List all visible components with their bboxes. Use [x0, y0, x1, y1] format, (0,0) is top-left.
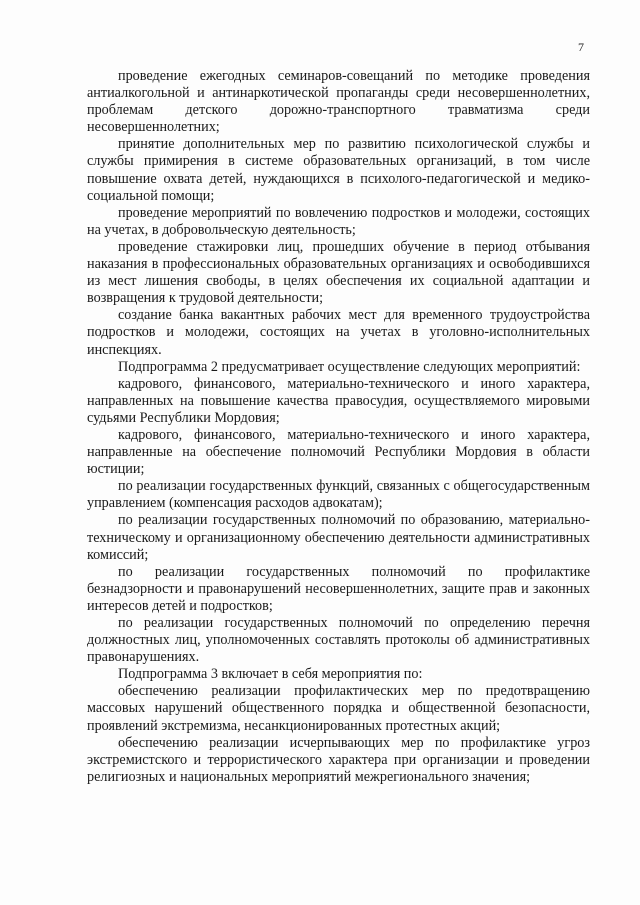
paragraph: кадрового, финансового, материально-технического и иного характера, направленные на обеспечение полномочий Республики Мордовия в области юстиции; — [87, 426, 590, 478]
paragraph: обеспечению реализации профилактических мер по предотвращению массовых нарушений общественного порядка и общественной безопасности, проявлений экстремизма, несанкционированных протестных акций; — [87, 683, 590, 734]
document-body — [87, 68, 590, 786]
paragraph: по реализации государственных полномочий по определению перечня должностных лиц, уполномоченных составлять протоколы об административных правонарушениях. — [87, 615, 590, 666]
paragraph: по реализации государственных полномочий по профилактике безнадзорности и правонарушений несовершеннолетних, защите прав и законных интересов детей и подростков; — [87, 563, 590, 614]
paragraph: по реализации государственных полномочий по образованию, материально-техническому и организационному обеспечению деятельности административных комиссий; — [87, 512, 590, 563]
paragraph: Подпрограмма 3 включает в себя мероприятия по: — [118, 666, 423, 683]
paragraph: проведение стажировки лиц, прошедших обучение в период отбывания наказания в профессиональных образовательных организациях и освободившихся из мест лишения свободы, в целях обеспечения их социальной адаптации и возвращения к трудовой деятельности; — [87, 238, 590, 307]
paragraph: проведение мероприятий по вовлечению подростков и молодежи, состоящих на учетах, в добровольческую деятельность; — [87, 204, 590, 238]
page-number: 7 — [578, 40, 584, 54]
paragraph: принятие дополнительных мер по развитию психологической службы и службы примирения в системе образовательных организаций, в том числе повышение охвата детей, нуждающихся в психолого-педагогической и медико-социальной помощи; — [87, 136, 590, 204]
paragraph: обеспечению реализации исчерпывающих мер по профилактике угроз экстремистского и террористического характера при организации и проведении религиозных и национальных мероприятий межрегионального значения; — [87, 734, 590, 785]
paragraph: кадрового, финансового, материально-технического и иного характера, направленных на повышение качества правосудия, осуществляемого мировыми судьями Республики Мордовия; — [87, 375, 590, 426]
paragraph: по реализации государственных функций, связанных с общегосударственным управлением (компенсация расходов адвокатам); — [87, 478, 590, 512]
paragraph: создание банка вакантных рабочих мест для временного трудоустройства подростков и молодежи, состоящих на учетах в уголовно-исполнительных инспекциях. — [87, 307, 590, 358]
paragraph: проведение ежегодных семинаров-совещаний по методике проведения антиалкогольной и антинаркотической пропаганды среди несовершеннолетних, проблемам детского дорожно-транспортного травматизма среди несовершеннолетних; — [87, 68, 590, 136]
paragraph: Подпрограмма 2 предусматривает осуществление следующих мероприятий: — [118, 358, 581, 375]
